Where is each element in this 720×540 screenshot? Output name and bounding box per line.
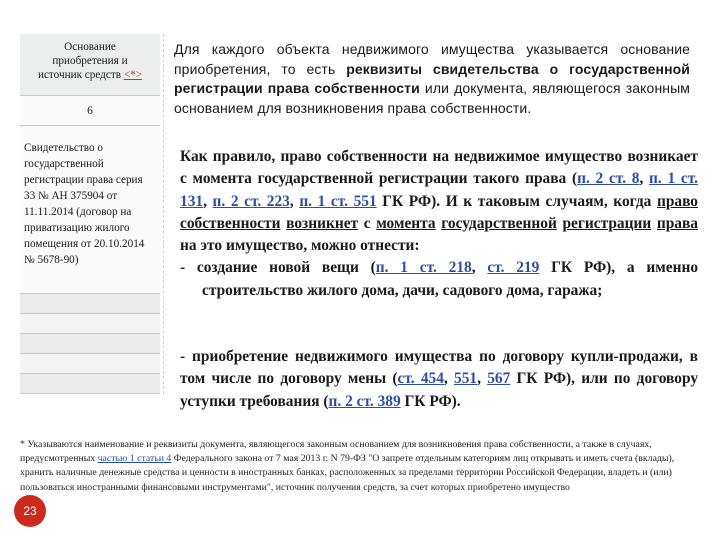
text: ГК РФ). (400, 392, 461, 410)
underlined-text: возникнет (286, 214, 359, 232)
text: - приобретение недвижимого имущества по договору купли-продажи, в том числе по договору мены ( (180, 348, 698, 388)
list-item: - создание новой вещи (п. 1 ст. 218, ст. 219 ГК РФ), а именно строительство жилого дома, дачи, садового дома, гаража; (180, 259, 699, 299)
intro-paragraph (174, 40, 690, 118)
header-line: Основание (64, 41, 116, 53)
header-line (24, 68, 156, 82)
law-link[interactable]: ст. 454 (397, 370, 444, 388)
law-link[interactable]: 567 (487, 370, 511, 388)
law-link[interactable]: частью 1 статьи 4 (97, 453, 172, 465)
empty-row (20, 374, 160, 394)
main-paragraph (180, 146, 698, 302)
intro-bold-text: реквизиты свидетельства о государственной регистрации права собственности (174, 60, 690, 96)
underlined-text: права (656, 214, 699, 232)
empty-row (20, 294, 160, 314)
text: ГК РФ), или по договору уступки требования ( (180, 370, 699, 410)
underlined-text: момента (376, 214, 436, 232)
empty-row (20, 354, 160, 374)
law-link[interactable]: п. 2 ст. 223 (212, 192, 290, 210)
underlined-text: регистрации (562, 214, 652, 232)
underlined-text: государственной (441, 214, 557, 232)
underlined-text: право (656, 192, 698, 210)
text: ГК РФ), а именно строительство жилого дома, дачи, садового дома, гаража; (202, 259, 699, 299)
law-link[interactable]: п. 1 ст. 131 (180, 170, 698, 210)
column-number: 6 (20, 96, 160, 126)
intro-text: Для каждого объекта недвижимого имущества указывается основание приобретения, то есть (174, 41, 690, 77)
text: с (358, 214, 377, 232)
paragraph-body: Как правило, право собственности на недвижимое имущество возникает с момента государственной регистрации такого права (п. 2 ст. 8, п. 1 ст. 131, п. 2 ст. 223, п. 1 ст. 551 ГК РФ). И к таковым случаям, когда право собственности возникнет с момента государственной регистрации права на это имущество, можно отнести: (180, 148, 699, 255)
footnote-link[interactable]: <*> (123, 69, 143, 81)
text: - создание новой вещи ( (180, 259, 376, 277)
footnote-text: * Указываются наименование и реквизиты документа, являющегося законным основанием для возникновения права собственности, а также в случаях, предусмотренных (20, 439, 652, 465)
footnote-text: Федерального закона от 7 мая 2013 г. N 79-ФЗ "О запрете отдельным категориям лиц открывать и иметь счета (вклады), хранить наличные денежные средства и ценности в иностранных банках, расположенных за пределами территории Российской Федерации, владеть и (или) пользоваться иностранными финансовыми инструментами", источник получения средств, за счет которых приобретено имущество (20, 453, 675, 493)
law-link[interactable]: 551 (454, 370, 478, 388)
page-number-badge: 23 (14, 495, 46, 527)
empty-row (20, 314, 160, 334)
law-link[interactable]: п. 1 ст. 218 (375, 259, 472, 277)
header-line-text: источник средств (37, 69, 124, 81)
list-item: - приобретение недвижимого имущества по договору купли-продажи, в том числе по договору мены (ст. 454, 551, 567 ГК РФ), или по договору уступки требования (п. 2 ст. 389 ГК РФ). (180, 348, 699, 410)
intro-text: или документа, являющегося законным основанием для возникновения права собственности. (174, 80, 690, 116)
text: ГК РФ). И к таковым случаям, когда (376, 192, 657, 210)
underlined-text: собственности (180, 214, 281, 232)
column-header (20, 34, 160, 96)
column-divider (163, 34, 164, 394)
empty-row (20, 334, 160, 354)
left-table-column (20, 34, 160, 394)
law-link[interactable]: п. 2 ст. 8 (577, 170, 640, 188)
law-link[interactable]: п. 1 ст. 551 (299, 192, 377, 210)
text: на это имущество, можно отнести: (180, 237, 420, 255)
law-link[interactable]: п. 2 ст. 389 (328, 392, 401, 410)
law-link[interactable]: ст. 219 (487, 259, 540, 277)
text: Как правило, право собственности на недвижимое имущество возникает с момента государственной регистрации такого права ( (180, 148, 698, 188)
table-cell: Свидетельство о государственной регистрации права серия 33 № АН 375904 от 11.11.2014 (договор на приватизацию жилого помещения от 20.10.2014 № 5678-90) (20, 126, 160, 294)
footnote (20, 438, 700, 495)
header-line: приобретения и (52, 55, 128, 67)
